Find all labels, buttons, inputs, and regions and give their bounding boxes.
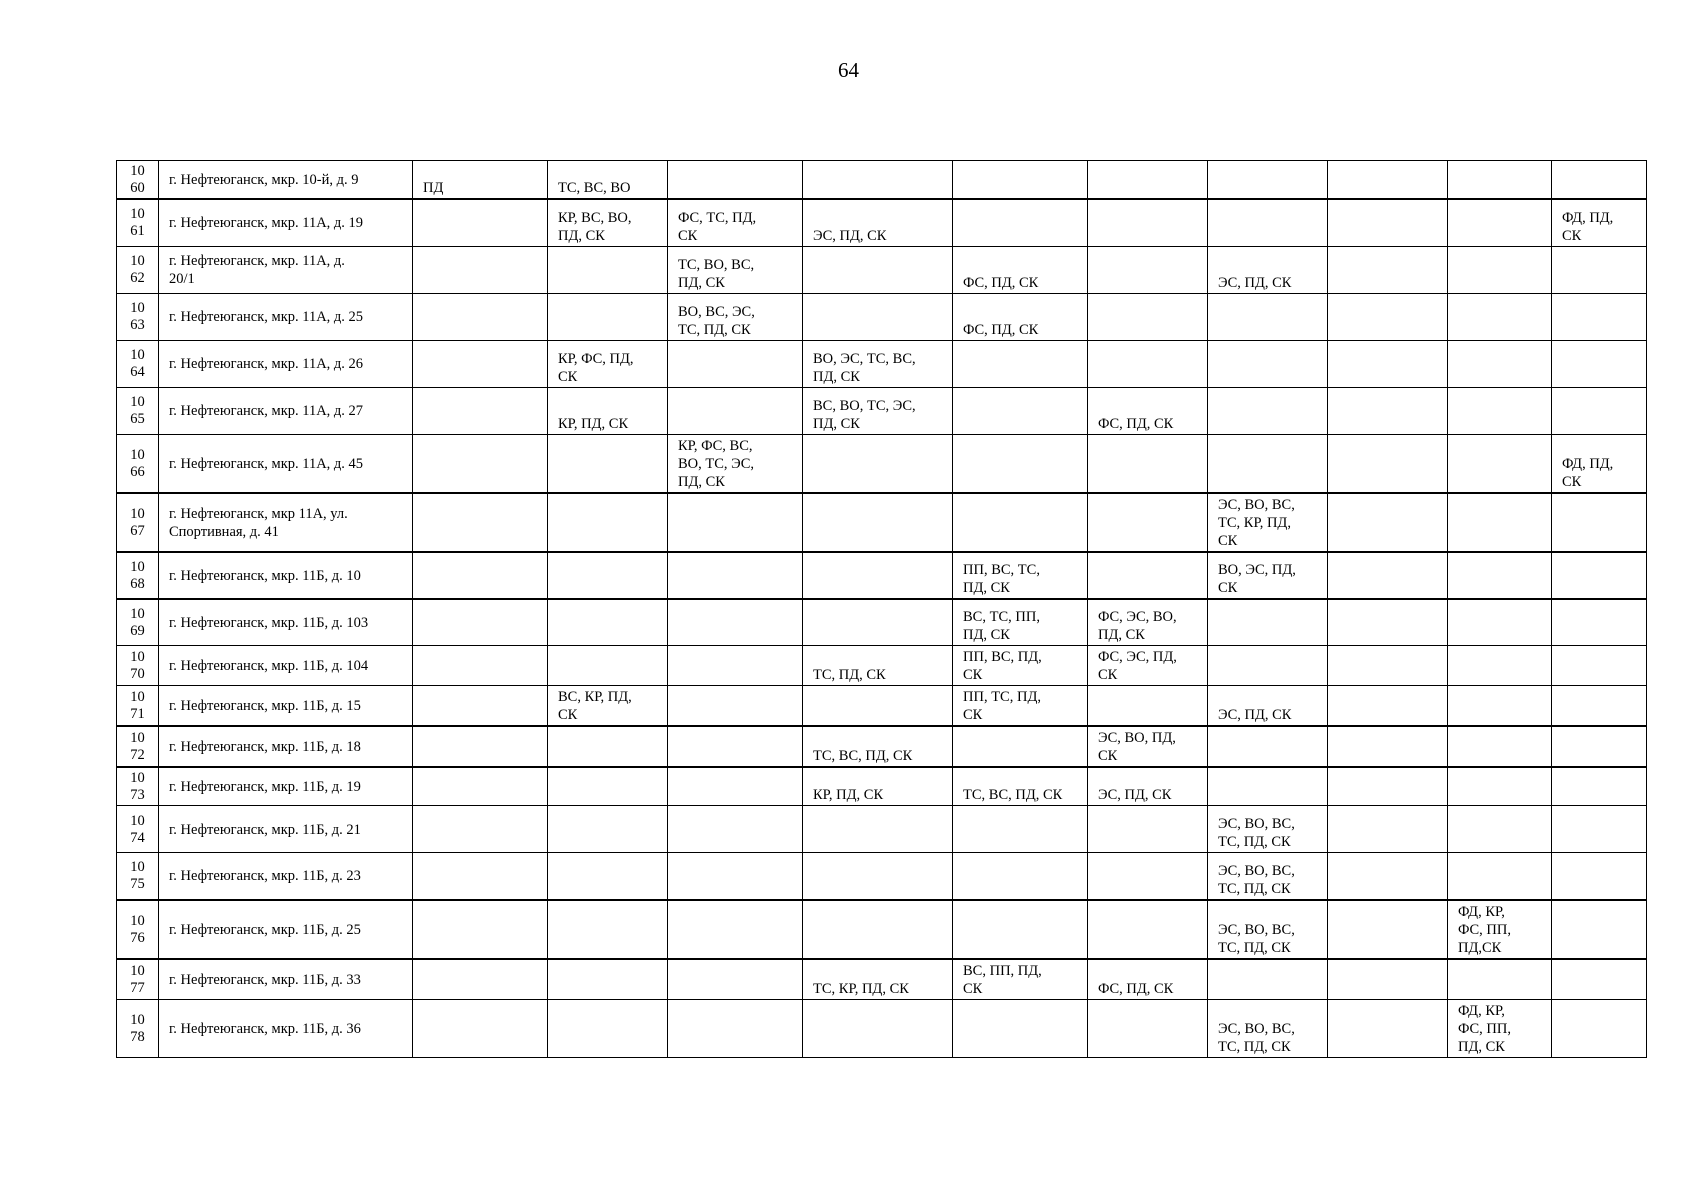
work-codes-cell	[953, 853, 1088, 900]
work-codes-cell	[1328, 726, 1448, 767]
address-cell: г. Нефтеюганск, мкр. 11Б, д. 10	[159, 552, 413, 599]
work-codes-cell	[548, 806, 668, 853]
row-number-part: 10	[130, 730, 145, 746]
work-codes-cell	[548, 599, 668, 646]
table-row	[117, 853, 1647, 900]
address-cell: г. Нефтеюганск, мкр. 11Б, д. 36	[159, 999, 413, 1057]
work-codes-cell	[1328, 340, 1448, 387]
work-codes-cell	[1088, 340, 1208, 387]
row-number-part: 10	[130, 446, 145, 463]
work-codes-cell	[1448, 686, 1552, 727]
row-number-part: 10	[130, 1011, 145, 1028]
work-codes-cell	[953, 806, 1088, 853]
work-codes-cell	[1552, 646, 1647, 686]
work-codes-cell: ЭС, ПД, СК	[1208, 686, 1328, 727]
work-codes-cell	[1552, 552, 1647, 599]
table-row	[117, 199, 1647, 246]
work-codes-cell	[1328, 853, 1448, 900]
work-codes-cell	[668, 646, 803, 686]
work-codes-cell	[1328, 199, 1448, 246]
work-codes-cell: КР, ПД, СК	[548, 387, 668, 434]
work-codes-cell	[668, 853, 803, 900]
row-number	[117, 552, 159, 599]
row-number-part: 77	[130, 979, 145, 996]
work-codes-cell: ВС, ТС, ПП, ПД, СК	[953, 599, 1088, 646]
work-codes-cell	[413, 646, 548, 686]
work-codes-cell	[548, 853, 668, 900]
work-codes-cell	[1552, 726, 1647, 767]
row-number	[117, 646, 159, 686]
row-number-part: 10	[130, 689, 145, 705]
work-codes-cell	[548, 999, 668, 1057]
work-codes-cell: ПП, ВС, ПД, СК	[953, 646, 1088, 686]
work-codes-cell: ТС, ВС, ВО	[548, 161, 668, 200]
work-codes-cell	[413, 999, 548, 1057]
row-number-part: 64	[130, 364, 145, 380]
work-codes-cell: ЭС, ВО, ПД, СК	[1088, 726, 1208, 767]
work-codes-cell	[668, 726, 803, 767]
work-codes-cell	[413, 900, 548, 959]
work-codes-cell	[413, 246, 548, 293]
work-codes-cell	[1552, 959, 1647, 1000]
row-number-part: 10	[130, 912, 145, 929]
work-codes-cell	[1552, 387, 1647, 434]
work-codes-cell: ВС, КР, ПД, СК	[548, 686, 668, 727]
work-codes-cell: КР, ПД, СК	[803, 767, 953, 806]
work-codes-cell	[548, 767, 668, 806]
work-codes-cell	[803, 599, 953, 646]
work-codes-cell	[803, 246, 953, 293]
work-codes-cell: ТС, ПД, СК	[803, 646, 953, 686]
work-codes-cell	[413, 493, 548, 552]
table-row	[117, 726, 1647, 767]
work-codes-cell	[953, 900, 1088, 959]
work-codes-cell	[1448, 646, 1552, 686]
work-codes-cell: ЭС, ПД, СК	[803, 199, 953, 246]
row-number-part: 10	[130, 859, 145, 876]
work-codes-cell	[413, 686, 548, 727]
row-number-part: 67	[130, 522, 145, 539]
work-codes-cell	[1328, 246, 1448, 293]
work-codes-cell	[1448, 599, 1552, 646]
work-codes-cell	[1448, 853, 1552, 900]
work-codes-cell	[1208, 199, 1328, 246]
address-cell: г. Нефтеюганск, мкр. 11Б, д. 15	[159, 686, 413, 727]
table-row	[117, 959, 1647, 1000]
work-codes-cell	[1448, 434, 1552, 493]
table-row	[117, 767, 1647, 806]
work-codes-cell: ТС, КР, ПД, СК	[803, 959, 953, 1000]
work-codes-cell	[668, 599, 803, 646]
work-codes-cell	[668, 387, 803, 434]
table-row	[117, 493, 1647, 552]
row-number-part: 10	[130, 163, 145, 179]
work-codes-cell: ПП, ТС, ПД, СК	[953, 686, 1088, 727]
work-codes-cell	[668, 493, 803, 552]
work-codes-cell	[1328, 646, 1448, 686]
work-codes-cell	[1328, 434, 1448, 493]
work-codes-cell	[1448, 246, 1552, 293]
address-cell: г. Нефтеюганск, мкр. 10-й, д. 9	[159, 161, 413, 200]
work-codes-cell	[1448, 293, 1552, 340]
address-cell: г. Нефтеюганск, мкр. 11Б, д. 103	[159, 599, 413, 646]
row-number	[117, 726, 159, 767]
work-codes-cell	[1552, 246, 1647, 293]
work-codes-cell	[1552, 806, 1647, 853]
row-number	[117, 767, 159, 806]
work-codes-cell	[1328, 999, 1448, 1057]
work-codes-cell	[1088, 853, 1208, 900]
work-codes-cell	[1328, 293, 1448, 340]
work-codes-cell	[1328, 900, 1448, 959]
work-codes-cell	[1448, 199, 1552, 246]
work-codes-cell: ФД, ПД, СК	[1552, 434, 1647, 493]
work-codes-cell: ЭС, ВО, ВС, ТС, КР, ПД, СК	[1208, 493, 1328, 552]
work-codes-cell	[803, 686, 953, 727]
row-number-part: 74	[130, 829, 145, 846]
row-number-part: 10	[130, 206, 145, 223]
work-codes-cell	[1448, 493, 1552, 552]
address-cell: г. Нефтеюганск, мкр 11А, ул. Спортивная, д. 41	[159, 493, 413, 552]
table-row	[117, 161, 1647, 200]
work-codes-cell	[1208, 434, 1328, 493]
work-codes-cell	[548, 434, 668, 493]
work-codes-cell	[1552, 686, 1647, 727]
work-codes-cell	[1088, 199, 1208, 246]
work-codes-cell	[803, 434, 953, 493]
work-codes-cell	[668, 340, 803, 387]
work-codes-cell	[1552, 599, 1647, 646]
row-number-part: 61	[130, 223, 145, 240]
work-codes-cell	[413, 434, 548, 493]
work-codes-cell	[953, 434, 1088, 493]
row-number-part: 76	[130, 929, 145, 946]
work-codes-cell	[413, 199, 548, 246]
work-codes-cell	[1088, 246, 1208, 293]
work-codes-cell: ФД, ПД, СК	[1552, 199, 1647, 246]
work-codes-cell: ФС, ПД, СК	[1088, 959, 1208, 1000]
work-codes-cell	[668, 767, 803, 806]
work-codes-cell	[413, 959, 548, 1000]
row-number	[117, 493, 159, 552]
row-number-part: 10	[130, 649, 145, 665]
work-codes-cell	[953, 199, 1088, 246]
work-codes-cell	[803, 853, 953, 900]
work-codes-cell	[1088, 493, 1208, 552]
row-number-part: 78	[130, 1028, 145, 1045]
work-codes-cell	[1208, 959, 1328, 1000]
row-number	[117, 340, 159, 387]
address-cell: г. Нефтеюганск, мкр. 11А, д. 26	[159, 340, 413, 387]
work-codes-cell	[668, 686, 803, 727]
work-codes-cell: ФС, ЭС, ПД, СК	[1088, 646, 1208, 686]
work-codes-cell	[803, 999, 953, 1057]
work-codes-cell	[1328, 552, 1448, 599]
row-number-part: 75	[130, 876, 145, 893]
work-codes-cell	[668, 552, 803, 599]
work-codes-cell	[1328, 387, 1448, 434]
row-number	[117, 199, 159, 246]
table-row	[117, 806, 1647, 853]
work-codes-cell	[1448, 552, 1552, 599]
work-codes-cell: ПП, ВС, ТС, ПД, СК	[953, 552, 1088, 599]
work-codes-cell: ВС, ВО, ТС, ЭС, ПД, СК	[803, 387, 953, 434]
work-codes-cell	[1208, 646, 1328, 686]
work-codes-cell	[1208, 387, 1328, 434]
work-codes-cell	[548, 552, 668, 599]
work-codes-cell	[1088, 806, 1208, 853]
row-number-part: 70	[130, 666, 145, 682]
address-cell: г. Нефтеюганск, мкр. 11Б, д. 33	[159, 959, 413, 1000]
row-number-part: 63	[130, 317, 145, 333]
address-cell: г. Нефтеюганск, мкр. 11Б, д. 104	[159, 646, 413, 686]
work-codes-cell	[1208, 767, 1328, 806]
row-number	[117, 900, 159, 959]
work-codes-cell: КР, ФС, ВС, ВО, ТС, ЭС, ПД, СК	[668, 434, 803, 493]
work-codes-cell: ВО, ЭС, ТС, ВС, ПД, СК	[803, 340, 953, 387]
row-number-part: 10	[130, 505, 145, 522]
work-codes-cell	[1448, 161, 1552, 200]
row-number-part: 10	[130, 770, 145, 786]
work-codes-cell: ФД, КР, ФС, ПП, ПД,СК	[1448, 900, 1552, 959]
work-codes-cell	[1552, 493, 1647, 552]
work-codes-cell	[1208, 726, 1328, 767]
table-row	[117, 599, 1647, 646]
work-codes-cell	[1328, 959, 1448, 1000]
table-row	[117, 434, 1647, 493]
row-number-part: 10	[130, 558, 145, 575]
work-codes-cell: КР, ВС, ВО, ПД, СК	[548, 199, 668, 246]
row-number-part: 10	[130, 605, 145, 622]
work-codes-cell	[1552, 293, 1647, 340]
work-codes-cell	[1208, 340, 1328, 387]
work-codes-cell: ФС, ПД, СК	[953, 293, 1088, 340]
table-row	[117, 646, 1647, 686]
work-codes-cell	[668, 959, 803, 1000]
work-codes-cell: ТС, ВС, ПД, СК	[803, 726, 953, 767]
work-codes-cell	[803, 900, 953, 959]
work-codes-cell	[953, 387, 1088, 434]
table-row	[117, 246, 1647, 293]
work-codes-cell	[548, 726, 668, 767]
row-number	[117, 806, 159, 853]
work-codes-cell	[1448, 959, 1552, 1000]
work-codes-cell	[668, 806, 803, 853]
table-row	[117, 293, 1647, 340]
row-number-part: 66	[130, 463, 145, 480]
row-number-part: 60	[130, 180, 145, 196]
row-number-part: 10	[130, 812, 145, 829]
work-codes-cell	[1088, 686, 1208, 727]
work-codes-cell	[803, 293, 953, 340]
work-codes-cell	[548, 246, 668, 293]
work-codes-cell	[413, 853, 548, 900]
work-codes-cell	[1552, 900, 1647, 959]
work-codes-cell	[1328, 599, 1448, 646]
work-codes-cell	[1088, 552, 1208, 599]
work-codes-cell: ТС, ВО, ВС, ПД, СК	[668, 246, 803, 293]
work-codes-cell	[803, 493, 953, 552]
work-codes-cell	[1088, 999, 1208, 1057]
work-codes-cell	[548, 959, 668, 1000]
work-codes-cell: ВО, ЭС, ПД, СК	[1208, 552, 1328, 599]
work-codes-cell	[548, 646, 668, 686]
work-codes-cell	[1088, 900, 1208, 959]
work-codes-cell	[1552, 161, 1647, 200]
work-codes-cell: ФС, ПД, СК	[1088, 387, 1208, 434]
work-codes-cell: ЭС, ВО, ВС, ТС, ПД, СК	[1208, 999, 1328, 1057]
work-codes-cell	[953, 493, 1088, 552]
work-codes-cell: ФС, ЭС, ВО, ПД, СК	[1088, 599, 1208, 646]
address-cell: г. Нефтеюганск, мкр. 11Б, д. 21	[159, 806, 413, 853]
work-codes-cell: ЭС, ВО, ВС, ТС, ПД, СК	[1208, 853, 1328, 900]
work-codes-cell	[803, 161, 953, 200]
work-codes-cell	[1448, 767, 1552, 806]
work-codes-cell	[1088, 161, 1208, 200]
table-row	[117, 686, 1647, 727]
work-codes-cell: ЭС, ПД, СК	[1088, 767, 1208, 806]
work-codes-cell	[1328, 767, 1448, 806]
work-codes-cell	[1552, 853, 1647, 900]
work-codes-cell	[803, 552, 953, 599]
work-codes-cell	[1088, 293, 1208, 340]
work-codes-cell	[1448, 726, 1552, 767]
work-codes-cell: ФС, ПД, СК	[953, 246, 1088, 293]
row-number	[117, 686, 159, 727]
work-codes-cell: ЭС, ПД, СК	[1208, 246, 1328, 293]
page-number: 64	[838, 58, 859, 82]
row-number	[117, 161, 159, 200]
work-codes-cell	[413, 726, 548, 767]
work-codes-cell	[953, 726, 1088, 767]
work-codes-cell: ЭС, ВО, ВС, ТС, ПД, СК	[1208, 806, 1328, 853]
work-codes-cell	[953, 161, 1088, 200]
work-codes-cell	[548, 900, 668, 959]
address-cell: г. Нефтеюганск, мкр. 11А, д. 45	[159, 434, 413, 493]
row-number-part: 62	[130, 270, 145, 286]
row-number	[117, 293, 159, 340]
work-codes-cell	[1448, 387, 1552, 434]
row-number	[117, 853, 159, 900]
work-codes-cell	[1448, 806, 1552, 853]
schedule-table	[116, 160, 1647, 1058]
row-number-part: 10	[130, 300, 145, 316]
table-row	[117, 999, 1647, 1057]
row-number	[117, 387, 159, 434]
work-codes-cell	[413, 599, 548, 646]
work-codes-cell	[413, 340, 548, 387]
address-cell: г. Нефтеюганск, мкр. 11Б, д. 18	[159, 726, 413, 767]
row-number	[117, 599, 159, 646]
address-cell: г. Нефтеюганск, мкр. 11А, д. 19	[159, 199, 413, 246]
row-number	[117, 434, 159, 493]
table-row	[117, 552, 1647, 599]
row-number-part: 65	[130, 411, 145, 427]
work-codes-cell	[953, 340, 1088, 387]
work-codes-cell: ФС, ТС, ПД, СК	[668, 199, 803, 246]
row-number	[117, 999, 159, 1057]
work-codes-cell	[1552, 340, 1647, 387]
work-codes-cell	[1448, 340, 1552, 387]
address-cell: г. Нефтеюганск, мкр. 11А, д. 27	[159, 387, 413, 434]
row-number-part: 72	[130, 747, 145, 763]
address-cell: г. Нефтеюганск, мкр. 11А, д. 25	[159, 293, 413, 340]
row-number-part: 68	[130, 575, 145, 592]
work-codes-cell	[413, 387, 548, 434]
row-number-part: 73	[130, 787, 145, 803]
address-cell: г. Нефтеюганск, мкр. 11Б, д. 23	[159, 853, 413, 900]
work-codes-cell	[413, 552, 548, 599]
address-cell: г. Нефтеюганск, мкр. 11Б, д. 25	[159, 900, 413, 959]
work-codes-cell	[1328, 493, 1448, 552]
row-number-part: 10	[130, 394, 145, 410]
work-codes-cell	[1552, 999, 1647, 1057]
work-codes-cell	[668, 999, 803, 1057]
work-codes-cell	[1328, 806, 1448, 853]
work-codes-cell	[1208, 599, 1328, 646]
work-codes-cell	[1208, 161, 1328, 200]
work-codes-cell: ФД, КР, ФС, ПП, ПД, СК	[1448, 999, 1552, 1057]
table-row	[117, 340, 1647, 387]
row-number	[117, 959, 159, 1000]
work-codes-cell: ПД	[413, 161, 548, 200]
work-codes-cell	[548, 493, 668, 552]
work-codes-cell	[1328, 161, 1448, 200]
row-number-part: 69	[130, 622, 145, 639]
work-codes-cell	[413, 767, 548, 806]
row-number-part: 10	[130, 253, 145, 269]
work-codes-cell	[1088, 434, 1208, 493]
row-number-part: 10	[130, 347, 145, 363]
work-codes-cell	[413, 293, 548, 340]
work-codes-cell: ЭС, ВО, ВС, ТС, ПД, СК	[1208, 900, 1328, 959]
work-codes-cell: ВС, ПП, ПД, СК	[953, 959, 1088, 1000]
work-codes-cell	[1208, 293, 1328, 340]
work-codes-cell	[668, 900, 803, 959]
work-codes-cell	[953, 999, 1088, 1057]
work-codes-cell	[413, 806, 548, 853]
work-codes-cell	[1328, 686, 1448, 727]
row-number	[117, 246, 159, 293]
work-codes-cell: ТС, ВС, ПД, СК	[953, 767, 1088, 806]
work-codes-cell: ВО, ВС, ЭС, ТС, ПД, СК	[668, 293, 803, 340]
table-row	[117, 387, 1647, 434]
work-codes-cell	[668, 161, 803, 200]
work-codes-cell	[1552, 767, 1647, 806]
work-codes-cell	[548, 293, 668, 340]
work-codes-cell: КР, ФС, ПД, СК	[548, 340, 668, 387]
address-cell: г. Нефтеюганск, мкр. 11Б, д. 19	[159, 767, 413, 806]
row-number-part: 10	[130, 962, 145, 979]
row-number-part: 71	[130, 706, 145, 722]
address-cell: г. Нефтеюганск, мкр. 11А, д. 20/1	[159, 246, 413, 293]
work-codes-cell	[803, 806, 953, 853]
table-row	[117, 900, 1647, 959]
